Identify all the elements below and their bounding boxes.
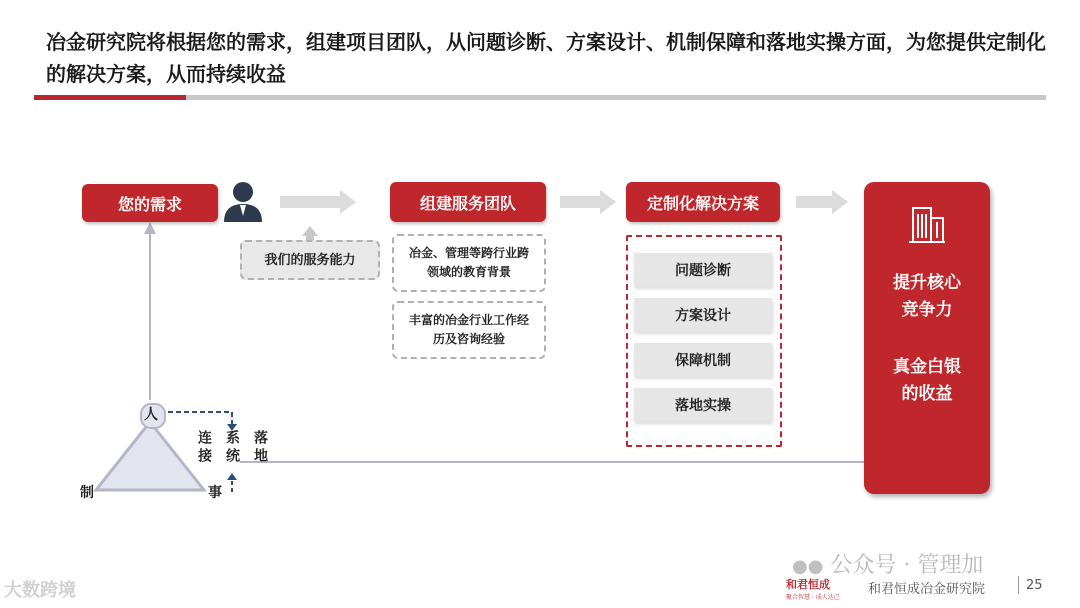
solution-item-text: 保障机制 [675, 353, 731, 369]
result-line-2: 竞争力 [901, 300, 953, 320]
service-capability-box [240, 240, 380, 280]
solution-item-text: 方案设计 [675, 308, 731, 324]
solution-item-implementation [634, 388, 772, 422]
triangle-right-label: 事 [208, 485, 222, 501]
team-item-2-text: 丰富的冶金行业工作经历及咨询经验 [408, 313, 529, 346]
team-item-1 [392, 234, 546, 292]
triangle-col-system: 系统 [224, 430, 240, 466]
triangle-col-landing: 落地 [252, 430, 268, 466]
triangle-col-connect: 连接 [196, 430, 212, 466]
footer-org: 和君恒成冶金研究院 [868, 582, 986, 597]
team-label: 组建服务团队 [419, 193, 516, 213]
result-line-4: 的收益 [901, 384, 953, 404]
team-item-2 [392, 301, 546, 359]
triangle-top-label: 人 [144, 407, 158, 423]
page-number: 25 [1026, 578, 1043, 593]
footer-logo [786, 576, 840, 601]
need-label: 您的需求 [117, 194, 182, 214]
solution-item-diagnosis [634, 253, 772, 287]
team-item-1-text: 冶金、管理等跨行业跨领域的教育背景 [408, 246, 529, 279]
solution-label: 定制化解决方案 [646, 193, 759, 213]
solution-box [626, 182, 780, 222]
solution-item-mechanism [634, 343, 772, 377]
watermark-left-text: 大数跨境 [4, 580, 76, 601]
page-title: 冶金研究院将根据您的需求，组建项目团队，从问题诊断、方案设计、机制保障和落地实操方面，为您提供定制化的解决方案，从而持续收益 [46, 30, 1046, 86]
solution-item-text: 落地实操 [675, 398, 731, 414]
person-icon [220, 178, 266, 224]
result-line-1: 提升核心 [893, 273, 961, 293]
watermark-right [792, 548, 983, 579]
watermark-left [4, 576, 76, 602]
wechat-icon: ●● [792, 556, 824, 577]
logo-sub: 聚合智慧 · 成人达己 [786, 594, 840, 601]
triangle-left-label: 制 [80, 485, 94, 501]
service-capability-label: 我们的服务能力 [264, 252, 356, 268]
solution-item-design [634, 298, 772, 332]
team-box [390, 182, 546, 222]
solution-item-text: 问题诊断 [675, 263, 731, 279]
need-box [82, 184, 218, 222]
footer-divider [1018, 576, 1019, 594]
building-icon [907, 204, 947, 244]
watermark-right-text: 公众号 · 管理加 [830, 553, 984, 578]
result-card [864, 182, 990, 494]
result-line-3: 真金白银 [893, 357, 961, 377]
logo-text: 和君恒成 [786, 578, 830, 591]
